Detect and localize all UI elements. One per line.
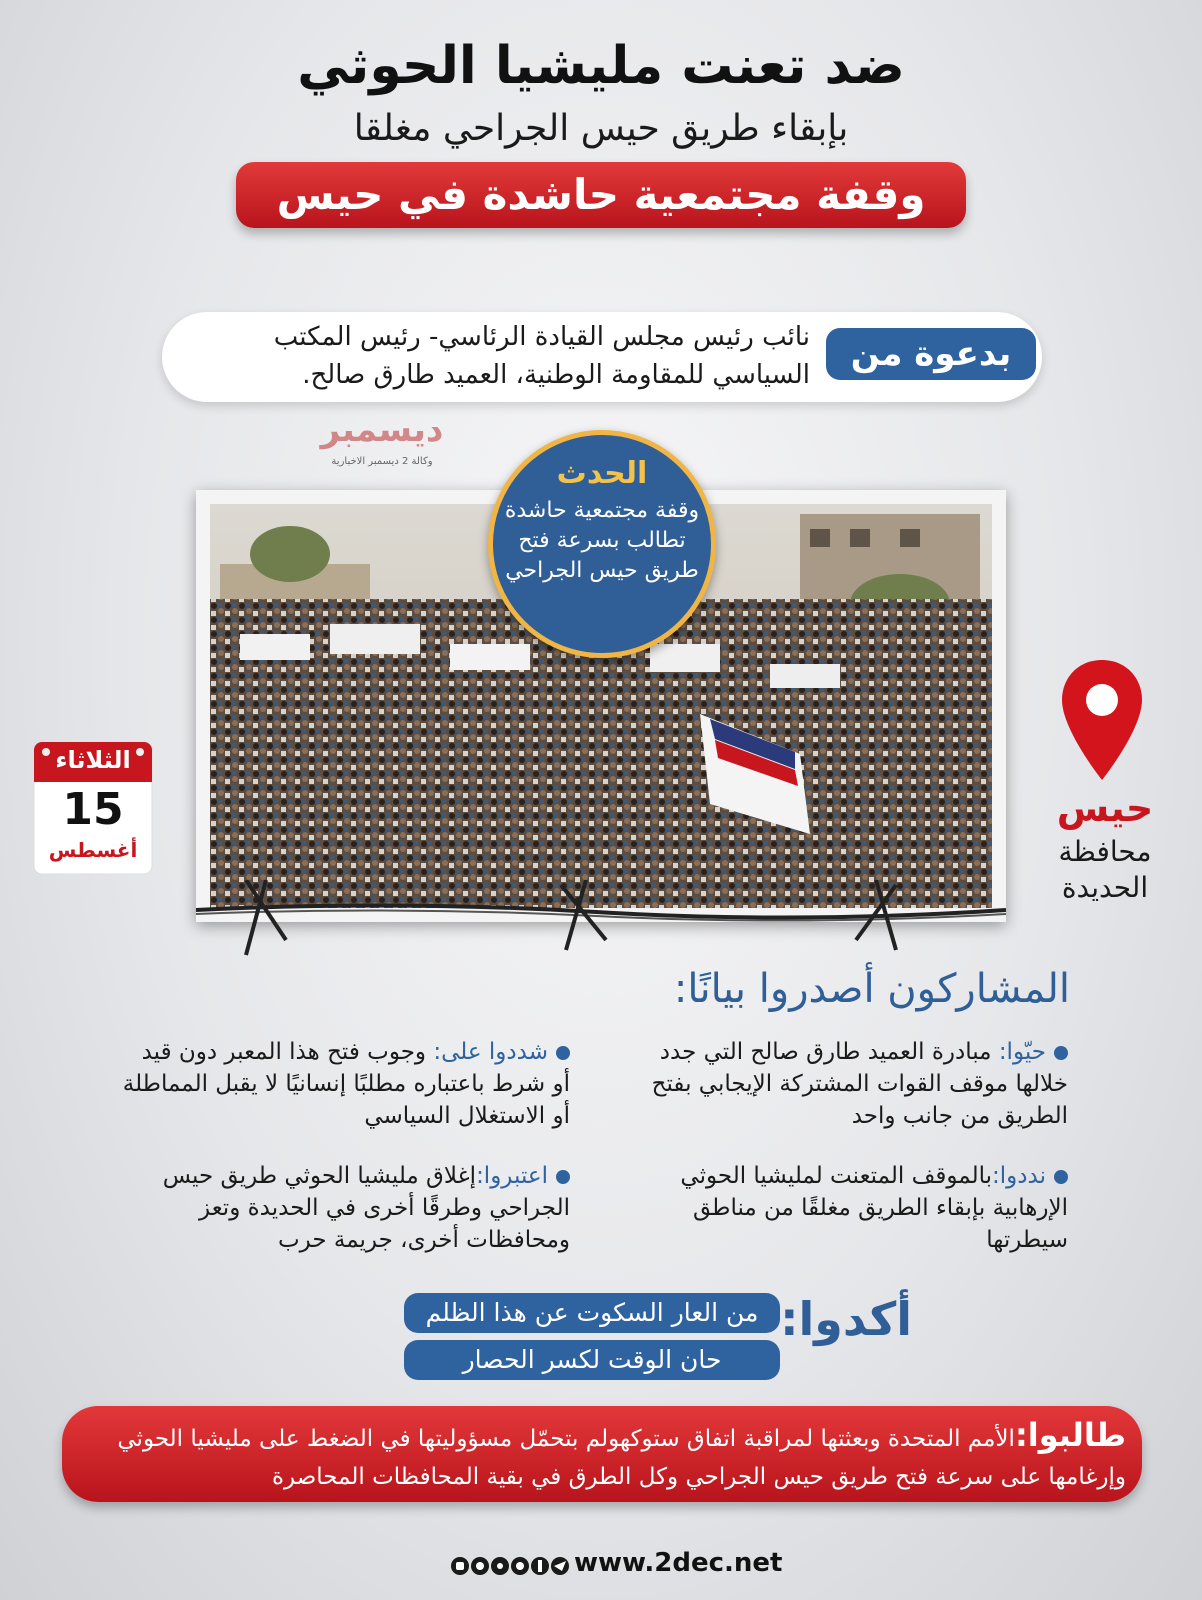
bullet-icon [1054, 1046, 1068, 1060]
bullet-icon [556, 1046, 570, 1060]
location-pin-icon [1060, 658, 1144, 782]
statement-text: مبادرة العميد طارق صالح التي جدد خلالها موقف القوات المشتركة الإيجابي بفتح الطريق من جانب واحد [651, 1039, 1068, 1129]
location-governorate [1030, 834, 1180, 906]
statement-text: بالموقف المتعنت لمليشيا الحوثي الإرهابية بإبقاء الطريق مغلقًا من مناطق سيطرتها [680, 1163, 1068, 1253]
page-title: ضد تعنت مليشيا الحوثي [297, 36, 905, 96]
barbed-wire [196, 880, 1006, 960]
location-city: حيس [1056, 786, 1154, 830]
location-gov-line-2: الحديدة [1061, 871, 1149, 904]
statement-text: وجوب فتح هذا المعبر دون قيد أو شرط باعتباره مطلبًا إنسانيًا لا يقبل المماطلة أو الاستغلال السياسي [122, 1039, 570, 1129]
invitation-line-2: السياسي للمقاومة الوطنية، العميد طارق صالح. [302, 360, 810, 390]
statement-item-stressed [122, 1036, 570, 1132]
statement-item-considered [122, 1160, 570, 1256]
event-title: الحدث [556, 456, 648, 491]
affirmed-item: حان الوقت لكسر الحصار [404, 1340, 780, 1380]
statement-item-condemned [638, 1160, 1068, 1256]
watermark-logo: ديسمبر [320, 410, 444, 450]
statement-item-saluted [638, 1036, 1068, 1132]
event-text: وقفة مجتمعية حاشدة تطالب بسرعة فتح طريق حيس الجراحي [504, 498, 700, 583]
statement-key: نددوا: [992, 1163, 1046, 1189]
calendar-date: 15 [62, 784, 124, 835]
affirmed-label: أكدوا: [780, 1292, 912, 1346]
statement-key: حيّوا: [998, 1039, 1046, 1065]
headline-banner: وقفة مجتمعية حاشدة في حيس [236, 162, 966, 228]
demands-body: الأمم المتحدة وبعثتها لمراقبة اتفاق ستوكهولم بتحمّل مسؤوليتها في الضغط على مليشيا الحوثي وإرغامها على سرعة فتح طريق حيس الجراحي وكل الطرق في بقية المحافظات المحاصرة [117, 1426, 1126, 1490]
invitation-label: بدعوة من [826, 328, 1036, 380]
page-subtitle: بإبقاء طريق حيس الجراحي مغلقا [353, 108, 849, 149]
calendar-day: الثلاثاء [55, 746, 131, 774]
statement-heading: المشاركون أصدروا بيانًا: [673, 966, 1070, 1012]
statement-text: إغلاق مليشيا الحوثي طريق حيس الجراحي وطرقًا أخرى في الحديدة وتعز ومحافظات أخرى، جريمة حرب [162, 1163, 570, 1253]
demands-text [86, 1416, 1126, 1496]
bullet-icon [556, 1170, 570, 1184]
social-icons [450, 1554, 570, 1578]
affirmed-item: من العار السكوت عن هذا الظلم [404, 1293, 780, 1333]
calendar-month: أغسطس [48, 838, 138, 862]
invitation-text [190, 318, 810, 394]
statement-key: اعتبروا: [476, 1163, 548, 1189]
location-gov-line-1: محافظة [1058, 835, 1152, 868]
invitation-line-1: نائب رئيس مجلس القيادة الرئاسي- رئيس المكتب [273, 322, 810, 352]
demands-key: طالبوا: [1014, 1416, 1126, 1454]
website-link[interactable]: www.2dec.net [574, 1548, 783, 1578]
watermark-subtitle: وكالة 2 ديسمبر الاخبارية [331, 456, 433, 467]
statement-key: شددوا على: [433, 1039, 548, 1065]
bullet-icon [1054, 1170, 1068, 1184]
